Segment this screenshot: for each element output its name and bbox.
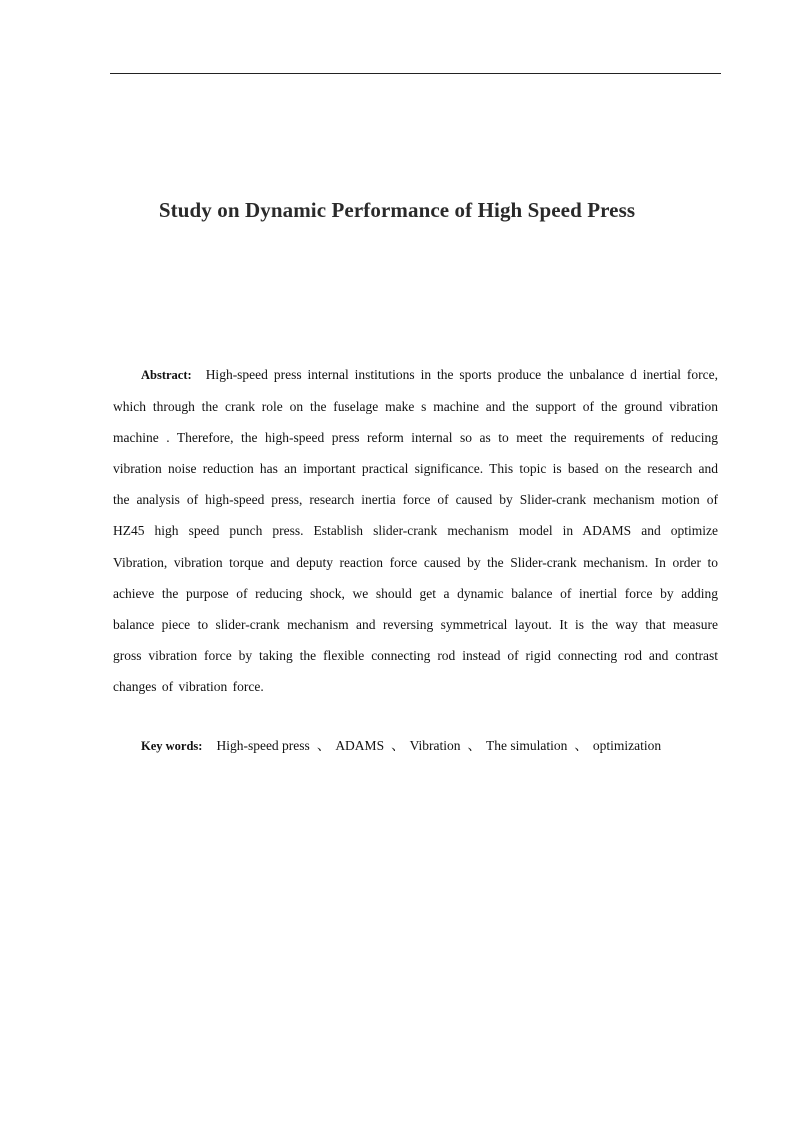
keyword-item: Vibration: [409, 738, 461, 753]
keyword-list: [216, 738, 661, 753]
keywords-line: [141, 732, 721, 760]
keyword-item: optimization: [592, 738, 662, 753]
keyword-separator: 、: [574, 738, 588, 753]
abstract-paragraph: [113, 359, 718, 702]
keyword-item: ADAMS: [335, 738, 385, 753]
keyword-item: High-speed press: [216, 738, 310, 753]
header-rule: [110, 73, 721, 74]
abstract-text: High-speed press internal institutions in the sports produce the unbalance d inertial force, which through the crank role on the fuselage make s machine and the support of the ground vibration machine . Therefore, the high-speed press reform internal so as to meet the requirements of reducing vibration noise reduction has an important practical significance. This topic is based on the research and the analysis of high-speed press, research inertia force of caused by Slider-crank mechanism motion of HZ45 high speed punch press. Establish slider-crank mechanism model in ADAMS and optimize Vibration, vibration torque and deputy reaction force caused by the Slider-crank mechanism. In order to achieve the purpose of reducing shock, we should get a dynamic balance of inertial force by adding balance piece to slider-crank mechanism and reversing symmetrical layout. It is the way that measure gross vibration force by taking the flexible connecting rod instead of rigid connecting rod and contrast changes of vibration force.: [113, 367, 718, 694]
keyword-item: The simulation: [486, 738, 568, 753]
keyword-separator: 、: [316, 738, 331, 753]
keyword-separator: 、: [391, 738, 405, 753]
keyword-separator: 、: [467, 738, 482, 753]
paper-title: Study on Dynamic Performance of High Speed Press: [158, 198, 636, 222]
keywords-label: Key words:: [141, 739, 203, 753]
abstract-label: Abstract:: [141, 368, 192, 382]
